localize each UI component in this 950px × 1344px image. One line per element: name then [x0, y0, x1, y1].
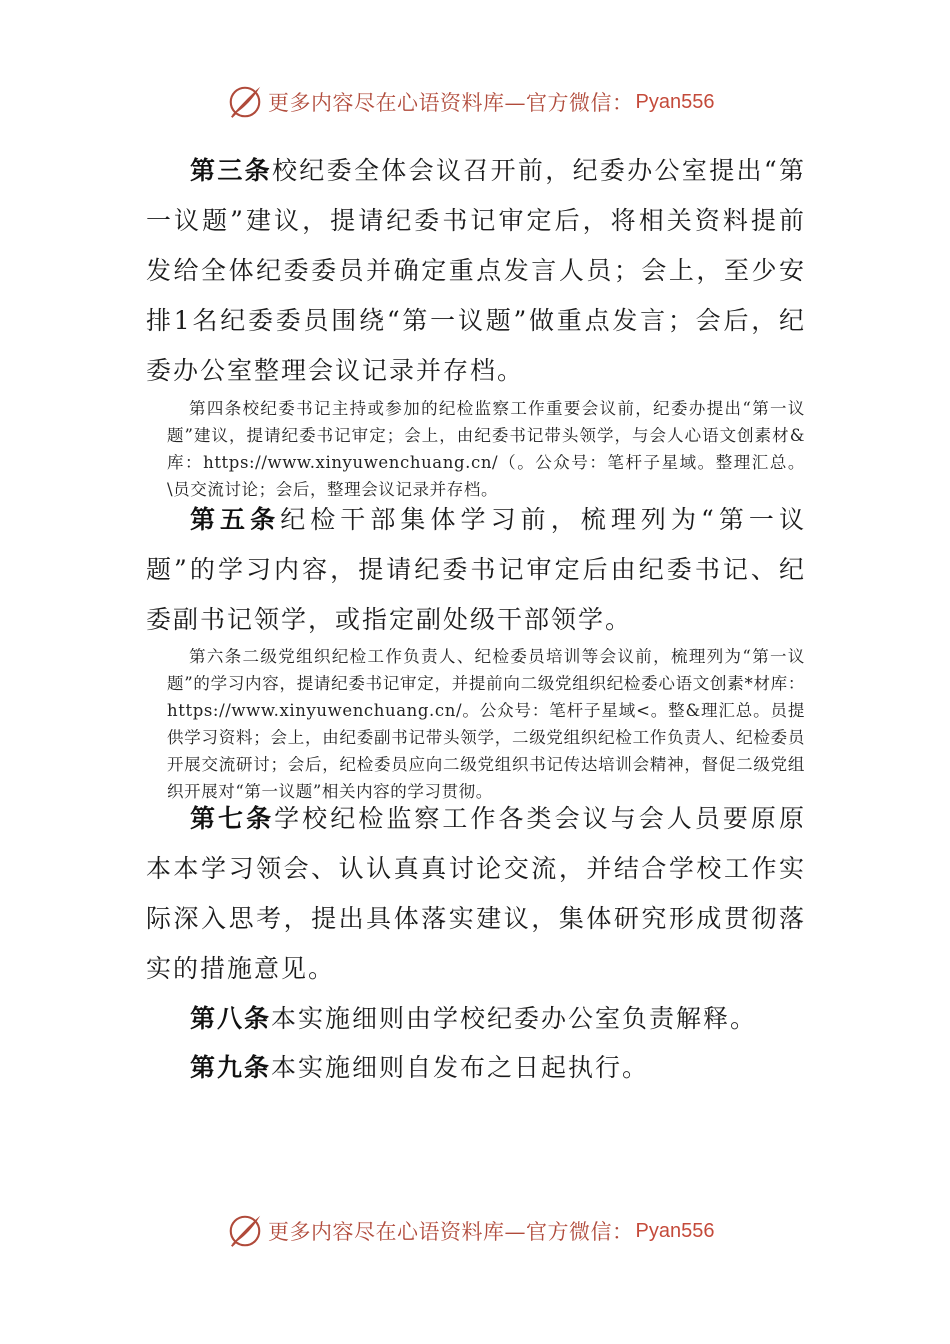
article-number: 第三条: [190, 156, 272, 185]
article-text: 本实施细则由学校纪委办公室负责解释。: [271, 1004, 758, 1033]
article-7: [146, 794, 806, 994]
header-banner: [226, 82, 714, 122]
banner-text: 更多内容尽在心语资料库—官方微信：: [268, 1220, 634, 1244]
banner-text: 更多内容尽在心语资料库—官方微信：: [268, 91, 634, 115]
banner-wechat-id: Pyan556: [635, 90, 715, 113]
article-4-small: [167, 395, 805, 503]
article-number: 第八条: [190, 1004, 272, 1033]
article-text: 第四条校纪委书记主持或参加的纪检监察工作重要会议前，纪委办提出“第一议题”建议，提请纪委书记审定；会上，由纪委书记带头领学，与会人心语文创素材&库：https://www.xinyuwenchuang.cn/（。公众号：笔杆子星域。整理汇总。\员交流讨论；会后，整理会议记录并存档。: [167, 399, 805, 499]
article-number: 第五条: [190, 505, 281, 534]
article-number: 第七条: [190, 804, 275, 833]
article-3: [146, 146, 806, 396]
article-6-small: [167, 643, 805, 805]
banner-wechat-id: Pyan556: [635, 1219, 715, 1242]
article-text: 第六条二级党组织纪检工作负责人、纪检委员培训等会议前，梳理列为“第一议题”的学习内容，提请纪委书记审定，并提前向二级党组织纪检委心语文创素*材库：https://www.xinyuwenchuang.cn/。公众号：笔杆子星域<。整&理汇总。员提供学习资料；会上，由纪委副书记带头领学，二级党组织纪检工作负责人、纪检委员开展交流研讨；会后，纪检委员应向二级党组织书记传达培训会精神，督促二级党组织开展对“第一议题”相关内容的学习贯彻。: [167, 647, 805, 801]
article-text: 纪检干部集体学习前，梳理列为“第一议题”的学习内容，提请纪委书记审定后由纪委书记、纪委副书记领学，或指定副处级干部领学。: [146, 505, 806, 634]
article-number: 第九条: [190, 1053, 272, 1082]
article-text: 本实施细则自发布之日起执行。: [271, 1053, 650, 1082]
article-9: [146, 1043, 806, 1093]
footer-banner: [226, 1211, 714, 1251]
article-text: 校纪委全体会议召开前，纪委办公室提出“第一议题”建议，提请纪委书记审定后，将相关资料提前发给全体纪委委员并确定重点发言人员；会上，至少安排1名纪委委员围绕“第一议题”做重点发言；会后，纪委办公室整理会议记录并存档。: [146, 156, 806, 385]
article-8: [146, 994, 806, 1044]
article-text: 学校纪检监察工作各类会议与会人员要原原本本学习领会、认认真真讨论交流，并结合学校工作实际深入思考，提出具体落实建议，集体研究形成贯彻落实的措施意见。: [146, 804, 806, 983]
article-5: [146, 495, 806, 645]
quill-pen-logo-icon: [226, 83, 264, 121]
quill-pen-logo-icon: [226, 1212, 264, 1250]
